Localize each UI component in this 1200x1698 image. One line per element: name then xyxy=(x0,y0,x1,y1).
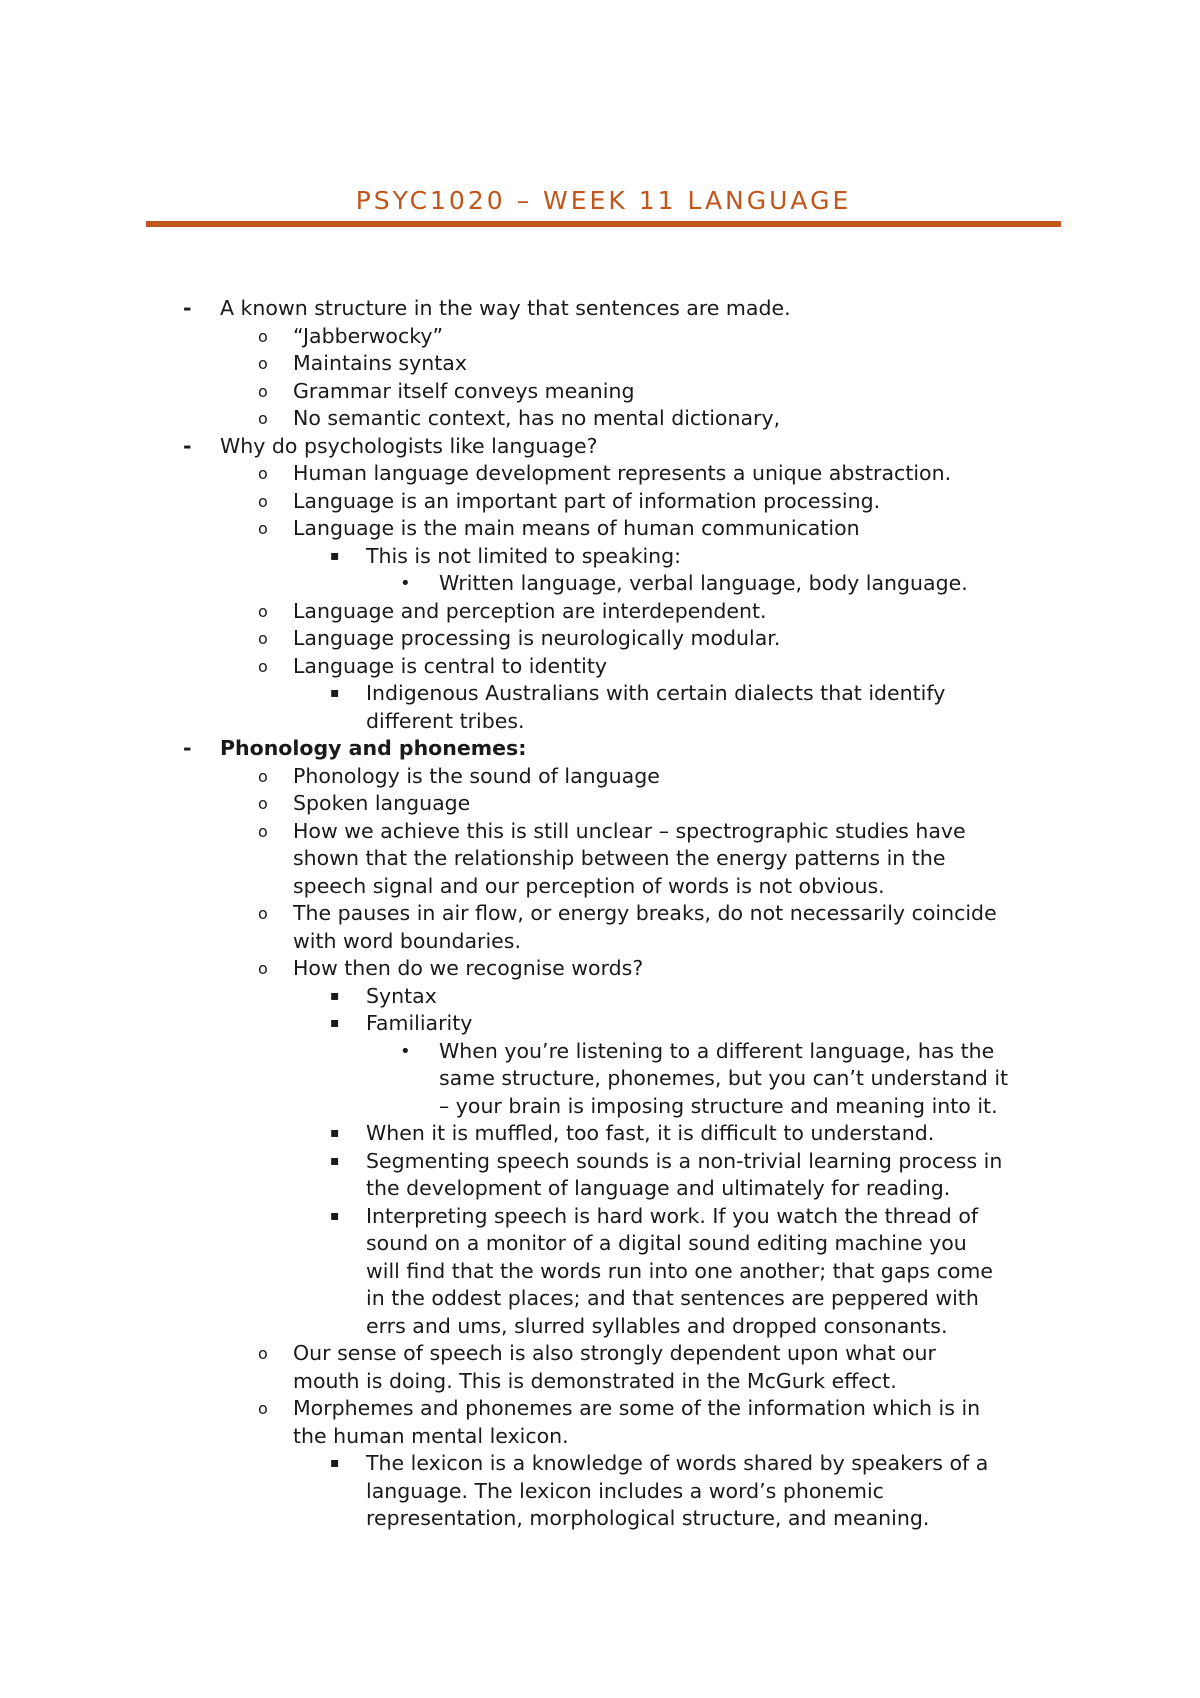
outline-line xyxy=(0,570,1200,598)
outline-line xyxy=(0,405,1200,433)
outline-line xyxy=(0,653,1200,681)
outline-line xyxy=(0,1423,1200,1451)
outline-line xyxy=(0,763,1200,791)
square-bullet: ▪ xyxy=(330,1455,340,1471)
line-text: the human mental lexicon. xyxy=(293,1423,569,1448)
circle-bullet: o xyxy=(258,794,268,813)
circle-bullet: o xyxy=(258,326,268,346)
title-underline xyxy=(146,221,1061,227)
line-text: language. The lexicon includes a word’s phonemic xyxy=(366,1478,884,1503)
line-text: different tribes. xyxy=(366,708,525,733)
outline-line xyxy=(0,1313,1200,1341)
outline-line xyxy=(0,1065,1200,1093)
outline-line xyxy=(0,378,1200,406)
outline-line xyxy=(0,1148,1200,1176)
circle-bullet: o xyxy=(258,1344,268,1363)
square-bullet: ▪ xyxy=(330,987,340,1004)
outline-line xyxy=(0,955,1200,983)
circle-bullet: o xyxy=(258,656,268,676)
circle-bullet: o xyxy=(258,766,268,786)
dot-bullet: • xyxy=(400,573,411,594)
line-text: same structure, phonemes, but you can’t understand it xyxy=(439,1066,1009,1090)
outline-line xyxy=(0,900,1200,928)
line-text: The pauses in air flow, or energy breaks, do not necessarily coincide xyxy=(293,901,997,925)
line-text: will find that the words run into one another; that gaps come xyxy=(366,1258,993,1283)
line-text: When it is muffled, too fast, it is difficult to understand. xyxy=(366,1121,935,1145)
square-bullet: ▪ xyxy=(330,1015,340,1031)
square-bullet: ▪ xyxy=(330,547,340,564)
dash-bullet: - xyxy=(183,433,192,458)
line-text: Written language, verbal language, body language. xyxy=(439,571,968,595)
line-text: Indigenous Australians with certain dialects that identify xyxy=(366,681,946,705)
outline-line xyxy=(0,1010,1200,1038)
outline-line xyxy=(0,1340,1200,1368)
line-text: Morphemes and phonemes are some of the information which is in xyxy=(293,1396,981,1420)
line-text: Language is an important part of information processing. xyxy=(293,488,881,513)
line-text: with word boundaries. xyxy=(293,928,521,953)
outline-line xyxy=(0,1505,1200,1533)
line-text: How we achieve this is still unclear – spectrographic studies have xyxy=(293,818,966,843)
line-text: Language is the main means of human communication xyxy=(293,516,860,540)
circle-bullet: o xyxy=(258,629,268,648)
line-text: representation, morphological structure, and meaning. xyxy=(366,1506,930,1530)
outline-line xyxy=(0,1093,1200,1121)
circle-bullet: o xyxy=(258,464,268,483)
line-text: errs and ums, slurred syllables and dropped consonants. xyxy=(366,1313,948,1338)
circle-bullet: o xyxy=(258,1399,268,1418)
notes-body xyxy=(0,295,1200,1533)
outline-line xyxy=(0,295,1200,323)
circle-bullet: o xyxy=(258,821,268,841)
line-text: Language processing is neurologically modular. xyxy=(293,626,781,650)
outline-line xyxy=(0,543,1200,571)
square-bullet: ▪ xyxy=(330,1125,340,1141)
outline-line xyxy=(0,818,1200,846)
outline-line xyxy=(0,625,1200,653)
outline-line xyxy=(0,1395,1200,1423)
circle-bullet: o xyxy=(258,904,268,923)
outline-line xyxy=(0,598,1200,626)
outline-line xyxy=(0,1203,1200,1231)
line-text: mouth is doing. This is demonstrated in the McGurk effect. xyxy=(293,1368,897,1393)
line-text: Familiarity xyxy=(366,1011,473,1035)
line-text: A known structure in the way that sentences are made. xyxy=(220,296,791,320)
outline-line xyxy=(0,488,1200,516)
circle-bullet: o xyxy=(258,959,268,978)
dot-bullet: • xyxy=(400,1040,411,1062)
outline-line xyxy=(0,1368,1200,1396)
circle-bullet: o xyxy=(258,381,268,401)
outline-line xyxy=(0,1230,1200,1258)
outline-line xyxy=(0,928,1200,956)
outline-line xyxy=(0,735,1200,763)
outline-line xyxy=(0,1285,1200,1313)
line-text: Our sense of speech is also strongly dependent upon what our xyxy=(293,1341,936,1365)
line-text: “Jabberwocky” xyxy=(293,323,444,348)
line-text: speech signal and our perception of words is not obvious. xyxy=(293,873,885,898)
outline-line xyxy=(0,790,1200,818)
outline-line xyxy=(0,350,1200,378)
line-text: Language is central to identity xyxy=(293,653,608,678)
line-text: How then do we recognise words? xyxy=(293,956,644,980)
square-bullet: ▪ xyxy=(330,1152,340,1169)
outline-line xyxy=(0,433,1200,461)
line-text: Spoken language xyxy=(293,791,471,815)
outline-line xyxy=(0,323,1200,351)
line-text: shown that the relationship between the energy patterns in the xyxy=(293,846,946,870)
circle-bullet: o xyxy=(258,601,268,621)
line-text: Grammar itself conveys meaning xyxy=(293,378,635,403)
line-text: in the oddest places; and that sentences are peppered with xyxy=(366,1286,979,1310)
line-text: sound on a monitor of a digital sound editing machine you xyxy=(366,1231,967,1255)
line-text: Human language development represents a unique abstraction. xyxy=(293,461,952,485)
line-text: – your brain is imposing structure and meaning into it. xyxy=(439,1093,998,1118)
line-text: Interpreting speech is hard work. If you watch the thread of xyxy=(366,1203,979,1228)
outline-line xyxy=(0,680,1200,708)
square-bullet: ▪ xyxy=(330,1207,340,1224)
outline-line xyxy=(0,983,1200,1011)
dash-bullet: - xyxy=(183,736,192,760)
line-text: Language and perception are interdependent. xyxy=(293,598,767,623)
line-text: Why do psychologists like language? xyxy=(220,433,598,458)
line-text: Phonology and phonemes: xyxy=(220,736,527,760)
outline-line xyxy=(0,873,1200,901)
square-bullet: ▪ xyxy=(330,685,340,701)
outline-line xyxy=(0,1175,1200,1203)
outline-line xyxy=(0,708,1200,736)
line-text: When you’re listening to a different language, has the xyxy=(439,1038,995,1063)
circle-bullet: o xyxy=(258,519,268,538)
outline-line xyxy=(0,515,1200,543)
line-text: Phonology is the sound of language xyxy=(293,763,660,788)
circle-bullet: o xyxy=(258,409,268,428)
line-text: the development of language and ultimately for reading. xyxy=(366,1176,951,1200)
line-text: Segmenting speech sounds is a non-trivial learning process in xyxy=(366,1148,1003,1173)
outline-line xyxy=(0,1258,1200,1286)
outline-line xyxy=(0,845,1200,873)
outline-line xyxy=(0,1450,1200,1478)
line-text: Maintains syntax xyxy=(293,351,467,375)
dash-bullet: - xyxy=(183,296,192,320)
line-text: The lexicon is a knowledge of words shared by speakers of a xyxy=(366,1451,989,1475)
page-title: PSYC1020 – WEEK 11 LANGUAGE xyxy=(355,186,852,215)
outline-line xyxy=(0,1038,1200,1066)
outline-line xyxy=(0,1478,1200,1506)
outline-line xyxy=(0,460,1200,488)
circle-bullet: o xyxy=(258,491,268,511)
line-text: No semantic context, has no mental dictionary, xyxy=(293,406,781,430)
circle-bullet: o xyxy=(258,354,268,373)
line-text: Syntax xyxy=(366,983,437,1008)
outline-line xyxy=(0,1120,1200,1148)
line-text: This is not limited to speaking: xyxy=(366,543,682,568)
